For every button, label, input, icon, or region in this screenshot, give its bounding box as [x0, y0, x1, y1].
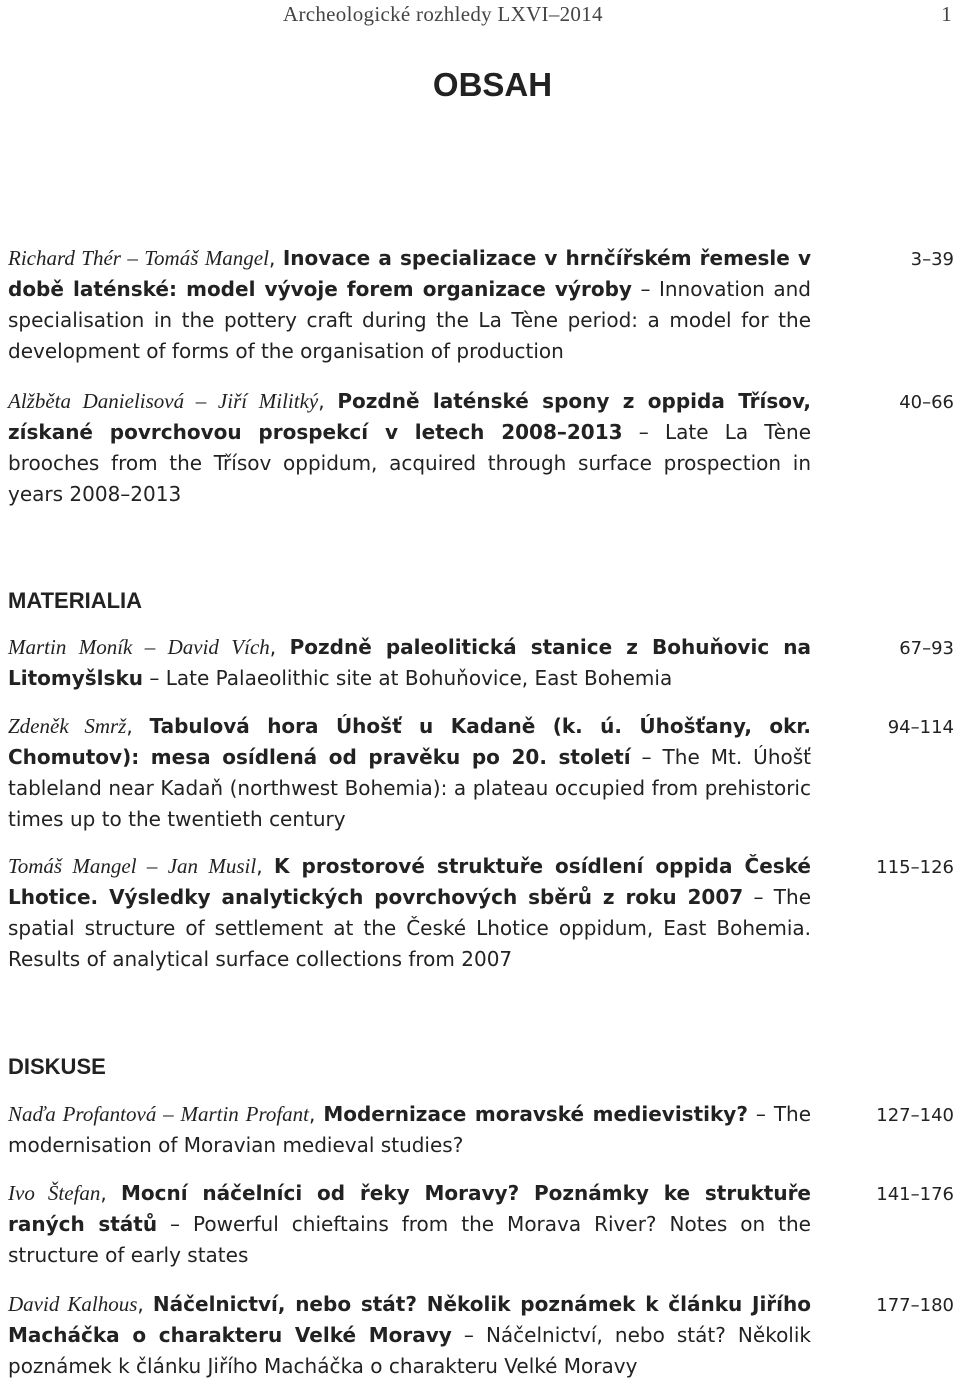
entry-title-english: Late Palaeolithic site at Bohuňovice, East Bohemia — [165, 666, 673, 690]
entry-authors: Martin Moník – David Vích — [8, 635, 270, 659]
entry-authors: Tomáš Mangel – Jan Musil — [8, 854, 257, 878]
entry-title-czech: Inovace a specializace v hrnčířském řemesle v době laténské: model vývoje forem organizace výroby — [8, 246, 811, 301]
toc-entry[interactable]: Ivo Štefan, Mocní náčelníci od řeky Moravy? Poznámky ke struktuře raných států – Powerful chieftains from the Morava River? Notes on the structure of early states — [8, 1181, 811, 1267]
toc-entry[interactable]: Alžběta Danielisová – Jiří Militký, Pozdně laténské spony z oppida Třísov, získané povrchovou prospekcí v letech 2008–2013 – Late La Tène brooches from the Třísov oppidum, acquired through surface prospection in years 2008–2013 — [8, 389, 812, 506]
entry-title-czech: Mocní náčelníci od řeky Moravy? Poznámky ke struktuře raných států — [8, 1181, 811, 1236]
entry-title-english: Náčelnictví, nebo stát? Několik poznámek k článku Jiřího Macháčka o charakteru Velké Moravy — [8, 1323, 812, 1378]
toc-entry[interactable]: David Kalhous, Náčelnictví, nebo stát? Několik poznámek k článku Jiřího Macháčka o charakteru Velké Moravy – Náčelnictví, nebo stát? Několik poznámek k článku Jiřího Macháčka o charakteru Velké Moravy — [8, 1292, 812, 1378]
running-header — [0, 2, 960, 26]
entry-pages: 94–114 — [887, 717, 954, 738]
entry-title-english: The Mt. Úhošť tableland near Kadaň (northwest Bohemia): a plateau occupied from prehistoric times up to the twentieth century — [8, 745, 811, 831]
entry-title-english: The spatial structure of settlement at the České Lhotice oppidum, East Bohemia. Results of analytical surface collections from 2007 — [8, 885, 811, 971]
entry-authors: Naďa Profantová – Martin Profant — [8, 1102, 310, 1126]
entry-title-czech: K prostorové struktuře osídlení oppida České Lhotice. Výsledky analytických povrchových sběrů z roku 2007 — [8, 854, 811, 909]
entry-title-english: The modernisation of Moravian medieval studies? — [8, 1102, 812, 1157]
page-title: OBSAH — [432, 66, 553, 103]
toc-entry[interactable]: Richard Thér – Tomáš Mangel, Inovace a specializace v hrnčířském řemesle v době laténské: model vývoje forem organizace výroby – Innovation and specialisation in the pottery craft during the La Tène period: a model for the development of forms of the organisation of production — [8, 246, 811, 363]
entry-authors: Richard Thér – Tomáš Mangel — [8, 246, 269, 270]
toc-entry[interactable]: Naďa Profantová – Martin Profant, Modernizace moravské medievistiky? – The modernisation of Moravian medieval studies? — [8, 1102, 812, 1157]
entry-pages: 40–66 — [899, 392, 954, 413]
entry-authors: David Kalhous — [8, 1292, 138, 1316]
entry-authors: Ivo Štefan — [8, 1181, 101, 1205]
entry-title-czech: Modernizace moravské medievistiky? — [323, 1102, 748, 1126]
entry-pages: 177–180 — [876, 1295, 954, 1316]
entry-title-czech: Pozdně paleolitická stanice z Bohuňovic na Litomyšlsku — [8, 635, 811, 690]
entry-pages: 67–93 — [899, 638, 954, 659]
toc-entry[interactable]: Tomáš Mangel – Jan Musil, K prostorové struktuře osídlení oppida České Lhotice. Výsledky analytických povrchových sběrů z roku 2007 – The spatial structure of settlement at the České Lhotice oppidum, East Bohemia. Results of analytical surface collections from 2007 — [8, 854, 811, 971]
entry-title-czech: Pozdně laténské spony z oppida Třísov, získané povrchovou prospekcí v letech 2008–2013 — [8, 389, 812, 444]
entry-pages: 127–140 — [876, 1105, 954, 1126]
entry-title-english: Powerful chieftains from the Morava River? Notes on the structure of early states — [8, 1212, 811, 1267]
entry-pages: 3–39 — [910, 249, 954, 270]
entry-title-czech: Náčelnictví, nebo stát? Několik poznámek k článku Jiřího Macháčka o charakteru Velké Moravy — [8, 1292, 812, 1347]
entry-title-english: Late La Tène brooches from the Třísov oppidum, acquired through surface prospection in years 2008–2013 — [8, 420, 812, 506]
journal-running-title: Archeologické rozhledy LXVI–2014 — [283, 2, 603, 26]
entry-authors: Alžběta Danielisová – Jiří Militký — [8, 389, 319, 413]
entry-title-czech: Tabulová hora Úhošť u Kadaně (k. ú. Úhošťany, okr. Chomutov): mesa osídlená od pravěku po 20. století — [8, 714, 811, 769]
page-number: 1 — [941, 2, 952, 26]
toc-entry[interactable]: Zdeněk Smrž, Tabulová hora Úhošť u Kadaně (k. ú. Úhošťany, okr. Chomutov): mesa osídlená od pravěku po 20. století – The Mt. Úhošť tableland near Kadaň (northwest Bohemia): a plateau occupied from prehistoric times up to the twentieth century — [8, 714, 811, 831]
entry-title-english: Innovation and specialisation in the pottery craft during the La Tène period: a model for the development of forms of the organisation of production — [8, 277, 811, 363]
section-heading-materialia: MATERIALIA — [8, 588, 143, 613]
toc-entry[interactable]: Martin Moník – David Vích, Pozdně paleolitická stanice z Bohuňovic na Litomyšlsku – Late Palaeolithic site at Bohuňovice, East Bohemia — [8, 635, 811, 690]
entry-pages: 115–126 — [876, 857, 954, 878]
section-heading-diskuse: DISKUSE — [8, 1054, 106, 1079]
entry-authors: Zdeněk Smrž — [8, 714, 127, 738]
entry-pages: 141–176 — [876, 1184, 954, 1205]
